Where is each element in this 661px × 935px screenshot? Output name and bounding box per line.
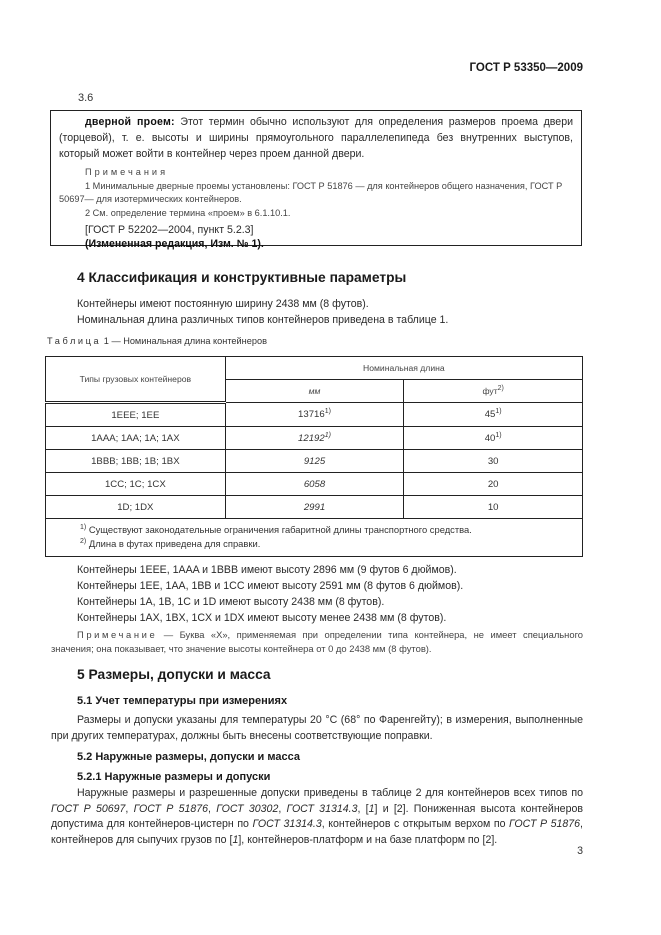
cell-type: 1CC; 1C; 1CX	[46, 473, 226, 496]
table-row	[46, 450, 583, 473]
height-line: Контейнеры 1AX, 1BX, 1CX и 1DX имеют высоту менее 2438 мм (8 футов).	[77, 612, 447, 624]
cell-ft: 10	[404, 496, 583, 519]
col-header-mm: мм	[225, 380, 404, 403]
definition-box	[50, 110, 582, 250]
x-letter-note: Примечание — Буква «X», применяемая при определении типа контейнера, не имеет специального значения; она показывает, что значение высоты контейнера от 0 до 2438 мм (8 футов).	[51, 629, 583, 654]
col-header-ft: фут$^{2)}$	[404, 380, 583, 403]
cell-type: 1D; 1DX	[46, 496, 226, 519]
note-item: 1 Минимальные дверные проемы установлены: ГОСТ Р 51876 — для контейнеров общего назначения, ГОСТ Р 50697— для изотермических контейнеров.	[59, 180, 563, 204]
definition-source	[51, 220, 581, 251]
definition-text: дверной проем: Этот термин обычно используют для определения размеров проема двери (торцевой), т. е. высоты и ширины прямоугольного параллелепипеда без внутренних выступов, который может войти в контейнер через проем данной двери.	[59, 116, 574, 160]
height-line: Контейнеры 1A, 1B, 1C и 1D имеют высоту 2438 мм (8 футов).	[77, 596, 385, 608]
section-4-heading: 4 Классификация и конструктивные параметры	[77, 270, 407, 285]
section-4-paragraph: Номинальная длина различных типов контейнеров приведена в таблице 1.	[77, 314, 449, 326]
table-row	[46, 496, 583, 519]
section-5-2-1-heading: 5.2.1 Наружные размеры и допуски	[77, 771, 271, 783]
table-row	[46, 427, 583, 450]
col-header-group: Номинальная длина	[225, 357, 582, 380]
section-5-1-heading: 5.1 Учет температуры при измерениях	[77, 695, 288, 707]
footnote: $^{2)}$ Длина в футах приведена для справки.	[80, 537, 261, 549]
col-header-type: Типы грузовых контейнеров	[46, 357, 226, 403]
page-number: 3	[577, 845, 583, 857]
section-5-1-text: Размеры и допуски указаны для температуры 20 °С (68° по Фаренгейту); в измерения, выполненные при других температурах, должны быть внесены соответствующие поправки.	[51, 714, 583, 742]
cell-ft: 40$^{1)}$	[404, 427, 583, 450]
table-row	[46, 403, 583, 427]
cell-type: 1AAA; 1AA; 1A; 1AX	[46, 427, 226, 450]
cell-ft: 45$^{1)}$	[404, 403, 583, 427]
section-4-paragraph: Контейнеры имеют постоянную ширину 2438 мм (8 футов).	[77, 298, 369, 310]
section-5-heading: 5 Размеры, допуски и масса	[77, 667, 271, 682]
notes-title: Примечания	[85, 167, 169, 177]
source-reference: [ГОСТ Р 52202—2004, пункт 5.2.3]	[85, 224, 254, 236]
cell-type: 1BBB; 1BB; 1B; 1BX	[46, 450, 226, 473]
table-1	[45, 356, 583, 557]
cell-mm: 2991	[225, 496, 404, 519]
cell-mm: 9125	[225, 450, 404, 473]
section-5-2-heading: 5.2 Наружные размеры, допуски и масса	[77, 751, 300, 763]
height-line: Контейнеры 1EEE, 1AAA и 1BBB имеют высоту 2896 мм (9 футов 6 дюймов).	[77, 564, 457, 576]
definition-term: дверной проем:	[85, 116, 175, 128]
clause-number: 3.6	[78, 92, 94, 104]
definition-notes	[51, 162, 581, 220]
cell-type: 1EEE; 1EE	[46, 403, 226, 427]
section-5-2-1-text: Наружные размеры и разрешенные допуски приведены в таблице 2 для контейнеров всех типов по ГОСТ Р 50697, ГОСТ Р 51876, ГОСТ 30302, ГОСТ 31314.3, [1] и [2]. Пониженная высота контейнеров допустима для контейнеров-цистерн по ГОСТ 31314.3, контейнеров с открытым верхом по ГОСТ Р 51876, контейнеров для сыпучих грузов по [1], контейнеров-платформ и на базе платформ по [2].	[51, 787, 583, 846]
amendment-note: (Измененная редакция, Изм. № 1).	[85, 238, 264, 250]
cell-ft: 30	[404, 450, 583, 473]
standard-code: ГОСТ Р 53350—2009	[469, 62, 583, 74]
table-row	[46, 473, 583, 496]
cell-mm: 12192$^{1)}$	[225, 427, 404, 450]
footnote: $^{1)}$ Существуют законодательные ограничения габаритной длины транспортного средства.	[80, 524, 472, 535]
note-item: 2 См. определение термина «проем» в 6.1.10.1.	[85, 207, 291, 218]
cell-mm: 13716$^{1)}$	[225, 403, 404, 427]
table-1-caption: Таблица 1 — Номинальная длина контейнеров	[47, 336, 267, 346]
cell-ft: 20	[404, 473, 583, 496]
table-footnotes	[46, 519, 583, 557]
height-line: Контейнеры 1EE, 1AA, 1BB и 1CC имеют высоту 2591 мм (8 футов 6 дюймов).	[77, 580, 464, 592]
cell-mm: 6058	[225, 473, 404, 496]
